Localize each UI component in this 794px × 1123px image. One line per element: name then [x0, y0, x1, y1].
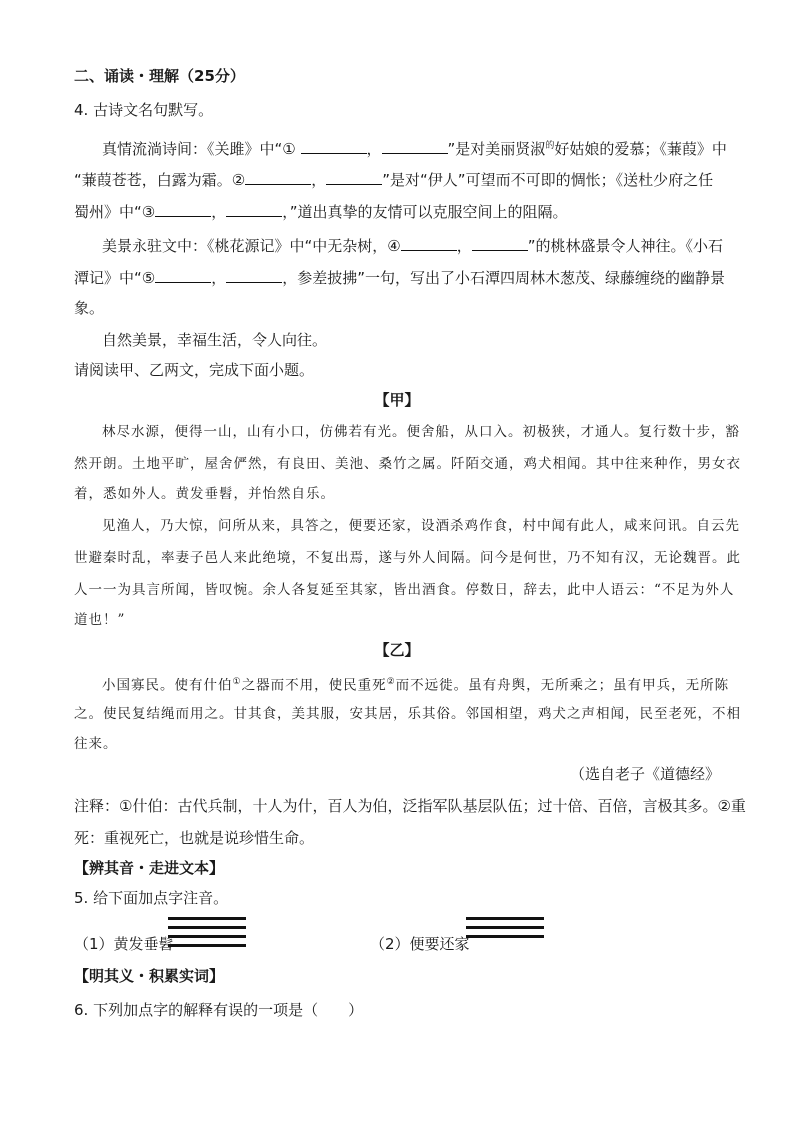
text: 而不远徙。虽有舟舆，无所乘之；虽有甲兵，无所陈: [395, 677, 730, 694]
question-4-title: 4. 古诗文名句默写。: [74, 101, 214, 119]
passage-yi-source: （选自老子《道德经》: [569, 765, 720, 783]
q4-p2-line2: [74, 268, 725, 288]
text: ”的桃林盛景令人神往。《小石: [527, 237, 724, 255]
passage-jia-line: 然开朗。土地平旷，屋舍俨然，有良田、美池、桑竹之属。阡陌交通，鸡犬相闻。其中往来种作，男女衣: [74, 456, 741, 472]
passage-jia-line: 着，悉如外人。黄发垂髫，并怡然自乐。: [74, 486, 335, 502]
notes-line1: 注释：①什伯：古代兵制，十人为什，百人为伯，泛指军队基层队伍；过十倍、百倍，言极其多。②重: [74, 797, 746, 815]
answer-blank[interactable]: [401, 236, 457, 251]
text: ，: [456, 237, 472, 255]
passage-yi-line1: [102, 672, 729, 696]
text: ，”道出真挚的友情可以克服空间上的阻隔。: [282, 203, 568, 221]
pinyin-answer-lines: [466, 917, 544, 944]
answer-blank[interactable]: [245, 170, 311, 185]
answer-blank[interactable]: [155, 202, 211, 217]
passage-jia-heading: 【甲】: [374, 391, 420, 409]
passage-yi-line2: 之。使民复结绳而用之。甘其食，美其服，安其居，乐其俗。邻国相望，鸡犬之声相闻，民至老死，不相: [74, 706, 741, 722]
text: ，参差披拂”一句，写出了小石潭四周林木葱茂、绿藤缠绕的幽静景: [282, 269, 726, 287]
q4-p1-line1: [102, 136, 727, 159]
notes-line2: 死：重视死亡，也就是说珍惜生命。: [74, 829, 315, 847]
q4-p1-line3: [74, 202, 568, 222]
answer-blank[interactable]: [472, 236, 528, 251]
text: ，: [311, 171, 327, 189]
answer-blank[interactable]: [155, 268, 211, 283]
q4-p2-line3: 象。: [74, 299, 105, 317]
answer-blank[interactable]: [382, 139, 448, 154]
text: 潭记》中“⑤: [74, 269, 156, 287]
question-5-title: 5. 给下面加点字注音。: [74, 889, 229, 907]
text: 之器而不用，使民重死: [241, 677, 387, 694]
text: 真情流淌诗间：《关雎》中“①: [102, 140, 296, 158]
q5-item2: （2）便要还家: [370, 935, 470, 953]
text: ，: [211, 269, 227, 287]
text: 美景永驻文中：《桃花源记》中“中无杂树，④: [102, 237, 401, 255]
reading-instruction: 请阅读甲、乙两文，完成下面小题。: [74, 361, 315, 379]
text: 小国寡民。使有什伯: [102, 677, 233, 694]
text: ”是对“伊人”可望而不可即的惆怅；《送杜少府之任: [382, 171, 714, 189]
pinyin-answer-lines: [168, 917, 246, 953]
answer-blank[interactable]: [326, 170, 382, 185]
subsection-title: 【辨其音・走进文本】: [74, 859, 225, 877]
text: ，: [366, 140, 382, 158]
text: “蒹葭苍苍，白露为霜。②: [74, 171, 246, 189]
passage-yi-heading: 【乙】: [374, 641, 420, 659]
text: ”是对美丽贤淑: [447, 140, 546, 158]
section-title: 二、诵读・理解（25分）: [74, 67, 245, 85]
q4-p2-line1: [102, 236, 723, 256]
q5-item1: （1）黄发垂髫: [74, 935, 174, 953]
passage-jia-line: 世避秦时乱，率妻子邑人来此绝境，不复出焉，遂与外人间隔。问今是何世，乃不知有汉，无论魏晋。此: [74, 550, 741, 566]
superscript-text: 的: [545, 141, 555, 151]
passage-jia-line: 林尽水源，便得一山，山有小口，仿佛若有光。便舍船，从口入。初极狭，才通人。复行数十步，豁: [102, 424, 740, 440]
text: ，: [211, 203, 227, 221]
passage-jia-line: 见渔人，乃大惊，问所从来，具答之，便要还家，设酒杀鸡作食，村中闻有此人，咸来问讯。自云先: [102, 518, 740, 534]
text: 好姑娘的爱慕；《蒹葭》中: [554, 140, 727, 158]
answer-blank[interactable]: [301, 139, 367, 154]
footnote-marker: ①: [232, 677, 242, 687]
answer-blank[interactable]: [226, 202, 282, 217]
text: 蜀州》中“③: [74, 203, 156, 221]
q4-p3: 自然美景，幸福生活，令人向往。: [102, 331, 328, 349]
passage-yi-line3: 往来。: [74, 736, 118, 752]
question-6-title: 6. 下列加点字的解释有误的一项是（ ）: [74, 1001, 364, 1019]
answer-blank[interactable]: [226, 268, 282, 283]
q4-p1-line2: [74, 170, 713, 190]
passage-jia-line: 人一一为具言所闻，皆叹惋。余人各复延至其家，皆出酒食。停数日，辞去，此中人语云：“不足为外人: [74, 582, 735, 598]
passage-jia-line: 道也！”: [74, 612, 126, 628]
footnote-marker: ②: [386, 677, 396, 687]
subsection-title: 【明其义・积累实词】: [74, 967, 225, 985]
